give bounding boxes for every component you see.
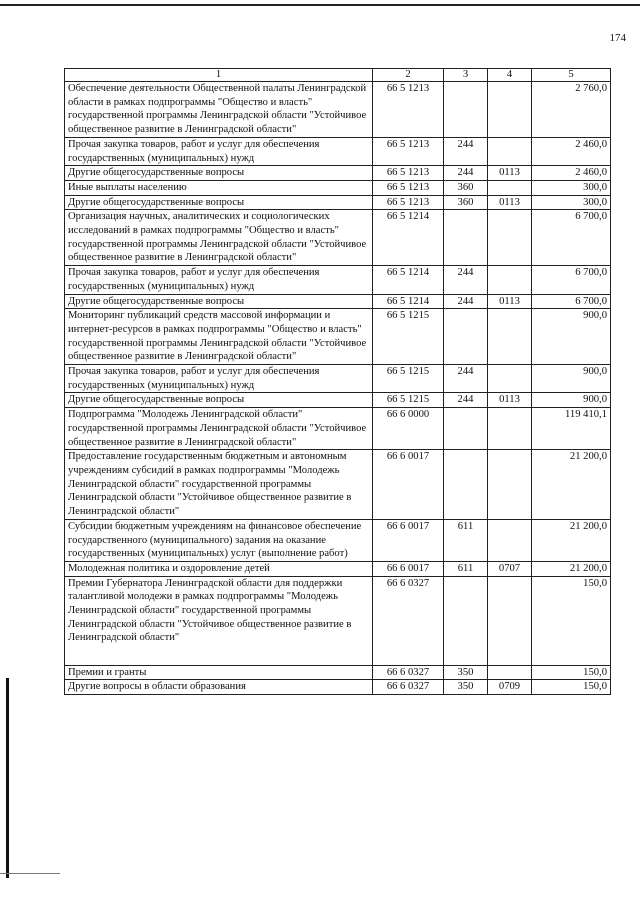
row-amount: 2 460,0 [532, 137, 611, 165]
row-expense-type [444, 82, 488, 138]
header-col-5: 5 [532, 69, 611, 82]
row-target-code: 66 6 0017 [373, 561, 444, 576]
row-expense-type [444, 408, 488, 450]
row-name: Мониторинг публикаций средств массовой информации и интернет-ресурсов в рамках подпрограммы "Общество и власть" государственной программы Ленинградской области "Устойчивое общественное развитие в Ленинградской области" [65, 309, 373, 365]
row-name: Другие общегосударственные вопросы [65, 393, 373, 408]
row-section [488, 266, 532, 294]
row-expense-type [444, 450, 488, 520]
row-expense-type: 611 [444, 519, 488, 561]
table-row [65, 408, 611, 450]
table-row [65, 137, 611, 165]
row-expense-type: 611 [444, 561, 488, 576]
row-target-code: 66 5 1213 [373, 195, 444, 210]
row-section: 0113 [488, 195, 532, 210]
header-col-3: 3 [444, 69, 488, 82]
row-section [488, 408, 532, 450]
row-expense-type: 244 [444, 266, 488, 294]
row-target-code: 66 5 1215 [373, 309, 444, 365]
row-name: Другие общегосударственные вопросы [65, 166, 373, 181]
row-amount: 900,0 [532, 365, 611, 393]
row-name: Другие общегосударственные вопросы [65, 294, 373, 309]
row-section [488, 519, 532, 561]
row-amount: 6 700,0 [532, 210, 611, 266]
row-section: 0113 [488, 294, 532, 309]
row-expense-type: 350 [444, 680, 488, 695]
table-row [65, 561, 611, 576]
row-target-code: 66 5 1215 [373, 393, 444, 408]
page-number: 174 [609, 32, 626, 44]
row-expense-type [444, 309, 488, 365]
row-section [488, 450, 532, 520]
row-section: 0113 [488, 393, 532, 408]
row-target-code: 66 6 0017 [373, 450, 444, 520]
row-section [488, 137, 532, 165]
row-name: Премии и гранты [65, 665, 373, 680]
top-rule [0, 4, 640, 6]
row-name: Предоставление государственным бюджетным и автономным учреждениям субсидий в рамках подпрограммы "Молодежь Ленинградской области" государственной программы Ленинградской области "Устойчивое общественное развитие в Ленинградской области" [65, 450, 373, 520]
row-name: Обеспечение деятельности Общественной палаты Ленинградской области в рамках подпрограммы "Общество и власть" государственной программы Ленинградской области "Устойчивое общественное развитие в Ленинградской области" [65, 82, 373, 138]
row-amount: 6 700,0 [532, 266, 611, 294]
row-target-code: 66 5 1213 [373, 137, 444, 165]
row-section [488, 309, 532, 365]
bottom-margin-line [0, 873, 60, 874]
table-row [65, 665, 611, 680]
row-amount: 150,0 [532, 680, 611, 695]
row-expense-type: 244 [444, 365, 488, 393]
table-row [65, 195, 611, 210]
left-margin-bar [6, 678, 9, 878]
row-section [488, 365, 532, 393]
row-section: 0709 [488, 680, 532, 695]
row-name: Молодежная политика и оздоровление детей [65, 561, 373, 576]
row-section [488, 576, 532, 665]
table-row [65, 309, 611, 365]
budget-table [64, 68, 611, 695]
header-col-2: 2 [373, 69, 444, 82]
table-row [65, 82, 611, 138]
table-row [65, 210, 611, 266]
row-expense-type: 244 [444, 166, 488, 181]
table-row [65, 576, 611, 665]
table-row [65, 393, 611, 408]
row-name: Подпрограмма "Молодежь Ленинградской области" государственной программы Ленинградской области "Устойчивое общественное развитие в Ленинградской области" [65, 408, 373, 450]
row-section [488, 665, 532, 680]
row-name: Иные выплаты населению [65, 180, 373, 195]
table-row [65, 365, 611, 393]
header-col-4: 4 [488, 69, 532, 82]
row-name: Другие общегосударственные вопросы [65, 195, 373, 210]
row-expense-type: 244 [444, 137, 488, 165]
table-row [65, 166, 611, 181]
row-target-code: 66 5 1214 [373, 210, 444, 266]
table-row [65, 519, 611, 561]
row-amount: 900,0 [532, 393, 611, 408]
row-target-code: 66 5 1215 [373, 365, 444, 393]
row-amount: 150,0 [532, 665, 611, 680]
row-amount: 21 200,0 [532, 519, 611, 561]
row-expense-type: 244 [444, 393, 488, 408]
row-target-code: 66 6 0017 [373, 519, 444, 561]
table-row [65, 680, 611, 695]
row-name: Прочая закупка товаров, работ и услуг для обеспечения государственных (муниципальных) нужд [65, 137, 373, 165]
row-amount: 300,0 [532, 195, 611, 210]
row-amount: 900,0 [532, 309, 611, 365]
row-target-code: 66 5 1214 [373, 266, 444, 294]
row-section [488, 82, 532, 138]
row-target-code: 66 5 1213 [373, 180, 444, 195]
row-target-code: 66 6 0327 [373, 576, 444, 665]
table-row [65, 180, 611, 195]
row-name: Прочая закупка товаров, работ и услуг для обеспечения государственных (муниципальных) нужд [65, 365, 373, 393]
header-col-1: 1 [65, 69, 373, 82]
row-expense-type: 360 [444, 195, 488, 210]
table-header-row [65, 69, 611, 82]
row-name: Субсидии бюджетным учреждениям на финансовое обеспечение государственного (муниципального) задания на оказание государственных (муниципальных) услуг (выполнение работ) [65, 519, 373, 561]
row-section [488, 210, 532, 266]
row-name: Организация научных, аналитических и социологических исследований в рамках подпрограммы "Общество и власть" государственной программы Ленинградской области "Устойчивое общественное развитие в Ленинградской области" [65, 210, 373, 266]
row-target-code: 66 5 1213 [373, 82, 444, 138]
row-section: 0707 [488, 561, 532, 576]
row-name: Другие вопросы в области образования [65, 680, 373, 695]
row-target-code: 66 5 1214 [373, 294, 444, 309]
row-section: 0113 [488, 166, 532, 181]
row-target-code: 66 6 0327 [373, 680, 444, 695]
row-target-code: 66 6 0000 [373, 408, 444, 450]
table-row [65, 266, 611, 294]
row-amount: 21 200,0 [532, 450, 611, 520]
row-target-code: 66 6 0327 [373, 665, 444, 680]
row-amount: 2 760,0 [532, 82, 611, 138]
row-expense-type: 350 [444, 665, 488, 680]
row-amount: 119 410,1 [532, 408, 611, 450]
row-expense-type [444, 210, 488, 266]
row-expense-type: 360 [444, 180, 488, 195]
table-row [65, 294, 611, 309]
row-target-code: 66 5 1213 [373, 166, 444, 181]
row-amount: 150,0 [532, 576, 611, 665]
row-amount: 2 460,0 [532, 166, 611, 181]
row-expense-type [444, 576, 488, 665]
row-name: Прочая закупка товаров, работ и услуг для обеспечения государственных (муниципальных) нужд [65, 266, 373, 294]
row-name: Премии Губернатора Ленинградской области для поддержки талантливой молодежи в рамках подпрограммы "Молодежь Ленинградской области" государственной программы Ленинградской области "Устойчивое общественное развитие в Ленинградской области" [65, 576, 373, 665]
table-row [65, 450, 611, 520]
row-amount: 6 700,0 [532, 294, 611, 309]
row-section [488, 180, 532, 195]
row-amount: 300,0 [532, 180, 611, 195]
row-amount: 21 200,0 [532, 561, 611, 576]
row-expense-type: 244 [444, 294, 488, 309]
